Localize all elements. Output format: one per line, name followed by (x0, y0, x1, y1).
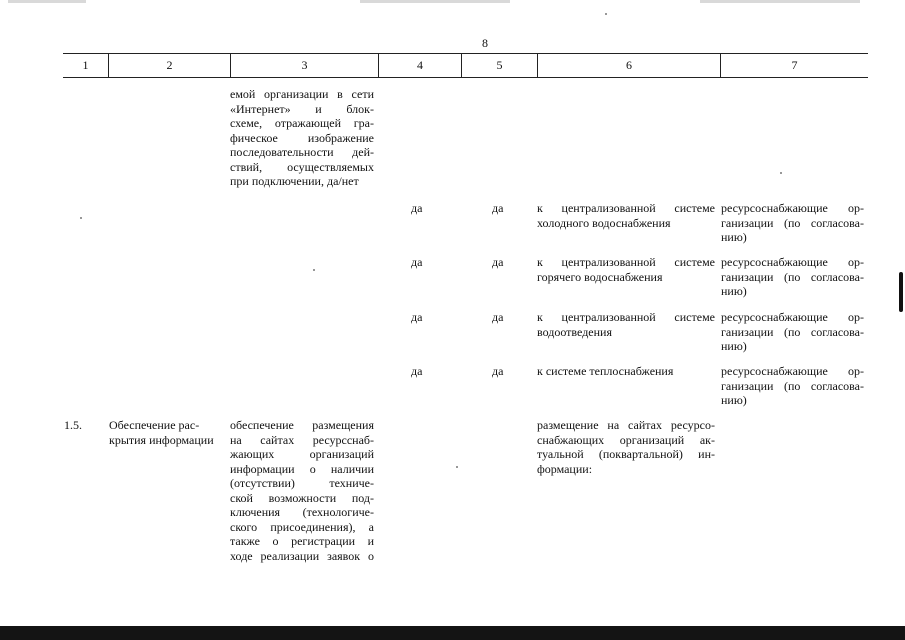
page-number: 8 (482, 36, 488, 50)
scan-edge-top-middle (360, 0, 510, 3)
row-1-col6: к централизованной системе холодного водоснабжения (537, 201, 715, 230)
scan-edge-top-left (8, 0, 86, 3)
row-2-col5: да (492, 255, 504, 269)
row-4-col6: к системе теплоснабжения (537, 364, 674, 378)
row-3-col7: ресурсоснабжающие ор- ганизации (по согласова- нию) (721, 310, 864, 353)
row-4-col4: да (411, 364, 423, 378)
scan-speck (780, 172, 782, 174)
row-1-col4: да (411, 201, 423, 215)
header-col-4: 4 (378, 54, 461, 77)
row-3-col6: к централизованной системе водоотведения (537, 310, 715, 339)
table-header-row (63, 53, 868, 78)
header-col-7: 7 (720, 54, 868, 77)
row-3-col4: да (411, 310, 423, 324)
section-col3: обеспечение размещения на сайтах ресурсснаб- жающих организаций информации о наличии (отсутствии) техниче- ской возможности под- ключения (технологиче- ского присоединения), а также о регистрации и ходе реализации заявок о (230, 418, 374, 563)
scan-edge-top-right (700, 0, 860, 3)
section-col6: размещение на сайтах ресурсо- снабжающих организаций ак- туальной (поквартальной) ин- формации: (537, 418, 715, 476)
row-1-col5: да (492, 201, 504, 215)
scan-binding-mark (899, 272, 903, 312)
header-col-6: 6 (537, 54, 720, 77)
scan-bottom-edge (0, 626, 905, 640)
row-1-col7: ресурсоснабжающие ор- ганизации (по согласова- нию) (721, 201, 864, 244)
scan-speck (605, 13, 607, 15)
section-title: Обеспечение рас- крытия информации (109, 418, 214, 447)
row-4-col5: да (492, 364, 504, 378)
section-number: 1.5. (64, 418, 82, 432)
header-col-3: 3 (230, 54, 378, 77)
continuation-col3: емой организации в сети «Интернет» и блок- схеме, отражающей гра- фическое изображение последовательности дей- ствий, осуществляемых при подключении, да/нет (230, 87, 374, 188)
scan-speck (456, 466, 458, 468)
row-4-col7: ресурсоснабжающие ор- ганизации (по согласова- нию) (721, 364, 864, 407)
header-col-5: 5 (461, 54, 537, 77)
scan-speck (313, 269, 315, 271)
row-2-col4: да (411, 255, 423, 269)
row-2-col6: к централизованной системе горячего водоснабжения (537, 255, 715, 284)
header-col-2: 2 (108, 54, 230, 77)
header-col-1: 1 (82, 58, 89, 72)
row-2-col7: ресурсоснабжающие ор- ганизации (по согласова- нию) (721, 255, 864, 298)
row-3-col5: да (492, 310, 504, 324)
scan-speck (80, 217, 82, 219)
